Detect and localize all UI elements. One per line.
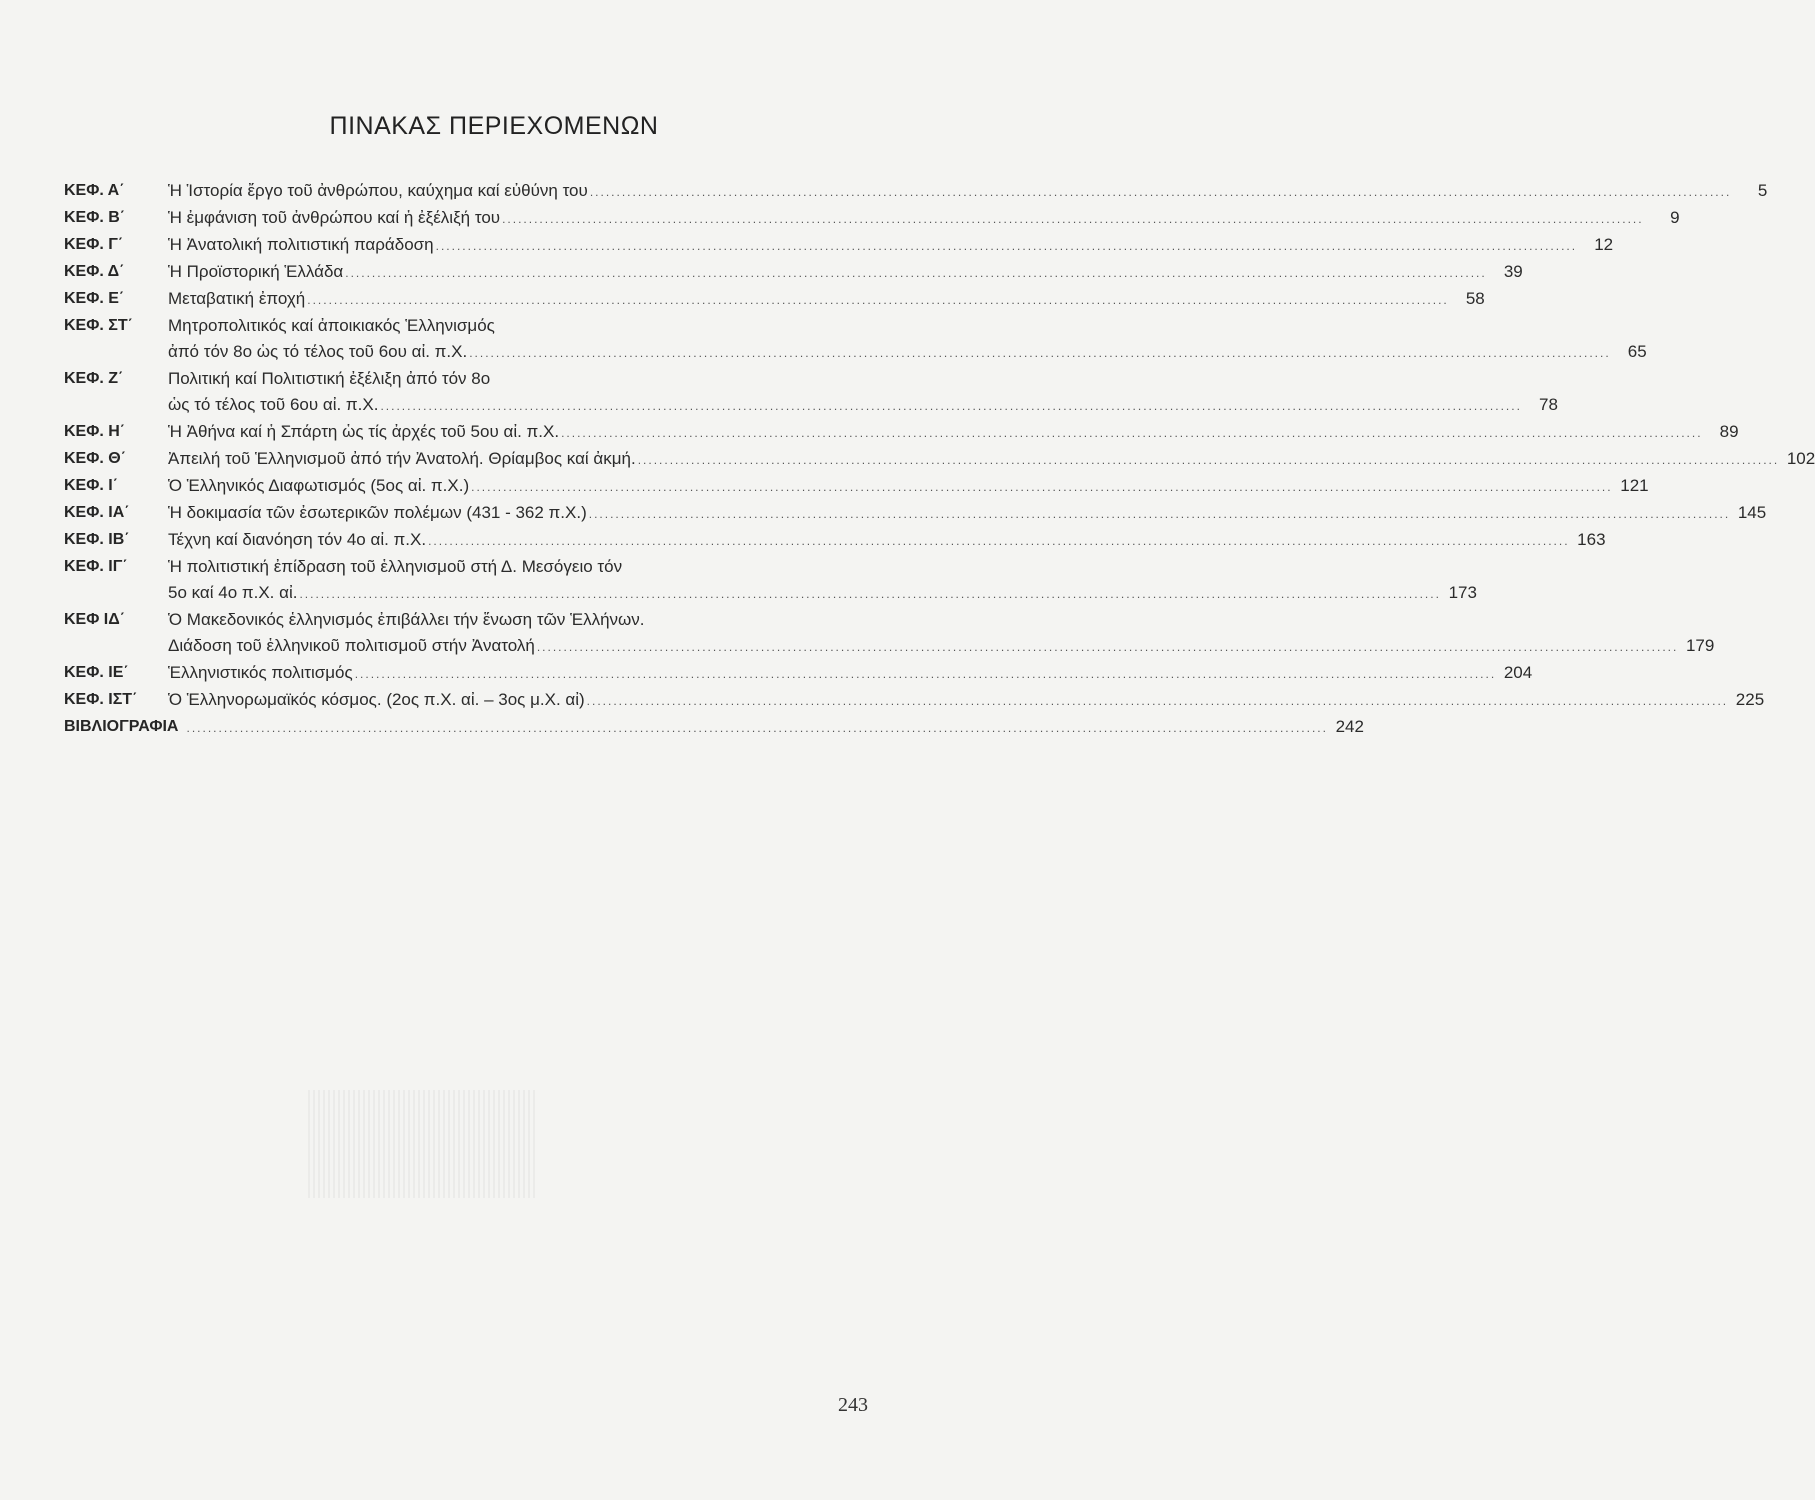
dot-leader bbox=[638, 447, 1779, 473]
page-ref: 121 bbox=[1620, 476, 1649, 495]
dot-leader bbox=[561, 420, 1702, 446]
chapter-title: Ἡ Ἀνατολική πολιτιστική παράδοση bbox=[168, 235, 434, 254]
bibliography-entry bbox=[64, 714, 1364, 741]
toc-entry bbox=[64, 259, 1523, 286]
dot-leader bbox=[436, 233, 1577, 259]
dot-leader bbox=[299, 581, 1440, 607]
dot-leader bbox=[471, 474, 1612, 500]
chapter-label: ΚΕΦ. Β΄ bbox=[64, 209, 126, 226]
chapter-title: Ὁ Μακεδονικός ἑλληνισμός ἐπιβάλλει τήν ἕνωση τῶν Ἑλλήνων. bbox=[168, 610, 645, 629]
page-ref: 89 bbox=[1719, 422, 1739, 441]
chapter-label: ΚΕΦ. Θ΄ bbox=[64, 450, 127, 467]
dot-leader bbox=[589, 501, 1730, 527]
chapter-title: Τέχνη καί διανόηση τόν 4ο αἰ. π.Χ. bbox=[168, 530, 427, 549]
chapter-title: Ἡ Ἱστορία ἔργο τοῦ ἀνθρώπου, καύχημα καί εὐθύνη του bbox=[168, 181, 588, 200]
toc-entry bbox=[64, 286, 1485, 313]
chapter-title: Ἡ ἐμφάνιση τοῦ ἀνθρώπου καί ἡ ἐξέλιξή του bbox=[168, 208, 501, 227]
chapter-title: Ἡ Προϊστορική Ἑλλάδα bbox=[168, 262, 344, 281]
chapter-title: Ἡ Ἀθήνα καί ἡ Σπάρτη ὡς τίς ἀρχές τοῦ 5ου αἰ. π.Χ. bbox=[168, 422, 560, 441]
toc-entry bbox=[64, 473, 1649, 500]
toc-entry bbox=[64, 205, 1680, 232]
page-ref: 179 bbox=[1685, 636, 1715, 655]
dot-leader bbox=[355, 661, 1496, 687]
bibliography-label: ΒΙΒΛΙΟΓΡΑΦΙΑ bbox=[64, 718, 179, 735]
chapter-label: ΚΕΦ. ΙΓ΄ bbox=[64, 558, 128, 575]
chapter-title: 5ο καί 4ο π.Χ. αἰ. bbox=[168, 583, 298, 602]
chapter-label: ΚΕΦ. Δ΄ bbox=[64, 263, 125, 280]
dot-leader bbox=[587, 688, 1728, 714]
page-ref: 39 bbox=[1503, 262, 1523, 281]
chapter-label: ΚΕΦ. ΙΒ΄ bbox=[64, 531, 130, 548]
page-title: ΠΙΝΑΚΑΣ ΠΕΡΙΕΧΟΜΕΝΩΝ bbox=[329, 112, 659, 140]
chapter-title: ἀπό τόν 8ο ὡς τό τέλος τοῦ 6ου αἰ. π.Χ. bbox=[168, 342, 468, 361]
toc-entry bbox=[64, 660, 1533, 687]
dot-leader bbox=[186, 715, 1327, 741]
page-ref: 5 bbox=[1757, 181, 1768, 200]
page-ref: 9 bbox=[1670, 208, 1680, 227]
page-ref: 78 bbox=[1539, 395, 1558, 414]
chapter-title: Ἡ πολιτιστική ἐπίδραση τοῦ ἑλληνισμοῦ στή Δ. Μεσόγειο τόν bbox=[168, 557, 623, 576]
page-ref: 65 bbox=[1627, 342, 1647, 361]
toc-entry bbox=[64, 500, 1767, 527]
dot-leader bbox=[469, 340, 1610, 366]
page-ref: 242 bbox=[1335, 717, 1364, 736]
toc-entry bbox=[64, 607, 1715, 660]
dot-leader bbox=[428, 528, 1569, 554]
chapter-title: Ἑλληνιστικός πολιτισμός bbox=[168, 663, 353, 682]
page-ref: 12 bbox=[1594, 235, 1614, 254]
dot-leader bbox=[502, 206, 1643, 232]
toc-entry bbox=[64, 554, 1477, 607]
toc-entry bbox=[64, 446, 1815, 473]
chapter-title: ὡς τό τέλος τοῦ 6ου αἰ. π.Χ. bbox=[168, 395, 379, 414]
toc-entry bbox=[64, 527, 1606, 554]
chapter-label: ΚΕΦ. ΙΣΤ΄ bbox=[64, 691, 138, 708]
toc-entry bbox=[64, 687, 1765, 714]
dot-leader bbox=[307, 287, 1448, 313]
chapter-label: ΚΕΦ ΙΔ΄ bbox=[64, 611, 126, 628]
chapter-title: Πολιτική καί Πολιτιστική ἐξέλιξη ἀπό τόν 8ο bbox=[168, 369, 491, 388]
chapter-title: Ὁ Ἑλληνικός Διαφωτισμός (5ος αἰ. π.Χ.) bbox=[168, 476, 470, 495]
chapter-title: Μεταβατική ἐποχή bbox=[168, 289, 306, 308]
chapter-title: Ἀπειλή τοῦ Ἑλληνισμοῦ ἀπό τήν Ἀνατολή. Θρίαμβος καί ἀκμή. bbox=[168, 449, 636, 468]
chapter-label: ΚΕΦ. Α΄ bbox=[64, 182, 125, 199]
page-ref: 173 bbox=[1448, 583, 1477, 602]
chapter-title: Ἡ δοκιμασία τῶν ἐσωτερικῶν πολέμων (431 - 362 π.Χ.) bbox=[168, 503, 587, 522]
toc-entry bbox=[64, 419, 1739, 446]
chapter-label: ΚΕΦ. ΙΕ΄ bbox=[64, 664, 129, 681]
toc-entry bbox=[64, 178, 1768, 205]
dot-leader bbox=[537, 634, 1678, 660]
toc-entry bbox=[64, 232, 1614, 259]
toc-entry bbox=[64, 313, 1647, 366]
chapter-label: ΚΕΦ. ΙΑ΄ bbox=[64, 504, 130, 521]
page-ref: 58 bbox=[1465, 289, 1485, 308]
table-of-contents bbox=[64, 178, 1815, 741]
chapter-title: Μητροπολιτικός καί ἀποικιακός Ἑλληνισμός bbox=[168, 316, 495, 335]
chapter-label: ΚΕΦ. Ε΄ bbox=[64, 290, 125, 307]
chapter-label: ΚΕΦ. Γ΄ bbox=[64, 236, 124, 253]
dot-leader bbox=[380, 393, 1521, 419]
chapter-label: ΚΕΦ. Ζ΄ bbox=[64, 370, 124, 387]
page-number: 243 bbox=[838, 1394, 868, 1416]
dot-leader bbox=[345, 260, 1486, 286]
chapter-label: ΚΕΦ. ΣΤ΄ bbox=[64, 317, 133, 334]
page-ref: 163 bbox=[1577, 530, 1606, 549]
page-ref: 225 bbox=[1735, 690, 1765, 709]
chapter-title: Ὁ Ἑλληνορωμαϊκός κόσμος. (2ος π.Χ. αἰ. – 3ος μ.Χ. αἰ) bbox=[168, 690, 585, 709]
page-ref: 145 bbox=[1737, 503, 1767, 522]
chapter-label: ΚΕΦ. Ι΄ bbox=[64, 477, 119, 494]
chapter-label: ΚΕΦ. Η΄ bbox=[64, 423, 126, 440]
toc-entry bbox=[64, 366, 1558, 419]
page-ref: 204 bbox=[1503, 663, 1533, 682]
chapter-title: Διάδοση τοῦ ἑλληνικοῦ πολιτισμοῦ στήν Ἀνατολή bbox=[168, 636, 535, 655]
page-ref: 102 bbox=[1786, 449, 1815, 468]
dot-leader bbox=[590, 179, 1731, 205]
show-through-stamp bbox=[308, 1090, 536, 1198]
